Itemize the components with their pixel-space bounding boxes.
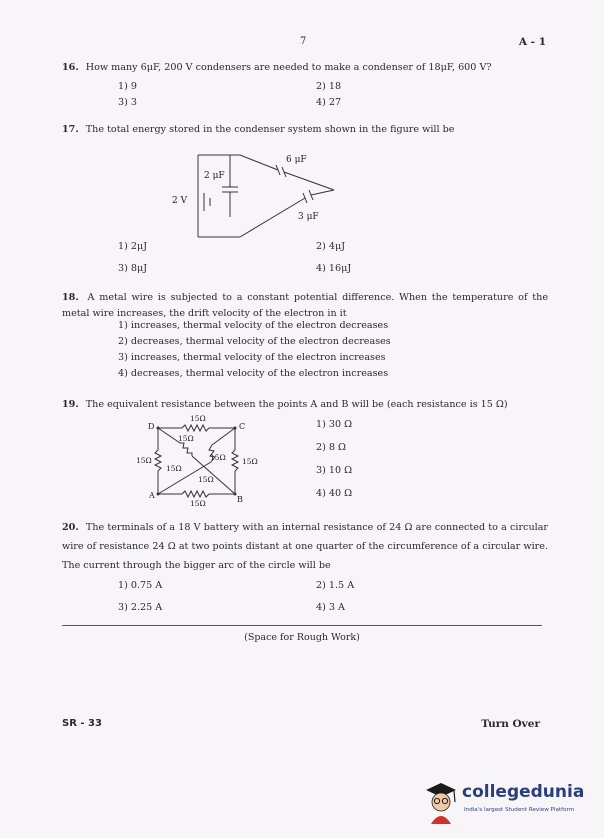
c1-label: 2 μF	[204, 171, 225, 181]
node-c-label: C	[239, 422, 246, 431]
battery-label: 2 V	[172, 196, 188, 206]
footer-code: SR - 33	[62, 718, 102, 729]
option[interactable]: 1) 9	[118, 81, 138, 92]
question-text: The equivalent resistance between the points A and B will be (each resistance is 15 Ω)	[85, 399, 508, 410]
rough-work-label: (Space for Rough Work)	[244, 632, 360, 643]
option[interactable]: 3) 8μJ	[118, 263, 148, 274]
resistor-network-figure	[130, 410, 270, 510]
option[interactable]: 2) decreases, thermal velocity of the electron decreases	[118, 336, 391, 347]
question-number: 17.	[62, 124, 79, 135]
question-text: The total energy stored in the condenser system shown in the figure will be	[85, 124, 455, 135]
c3-label: 3 μF	[298, 212, 319, 222]
option[interactable]: 4) decreases, thermal velocity of the electron increases	[118, 368, 389, 379]
option[interactable]: 3) 3	[118, 97, 138, 108]
turn-over-label: Turn Over	[481, 718, 540, 730]
option[interactable]: 2) 1.5 A	[316, 580, 355, 591]
question-text: The terminals of a 18 V battery with an internal resistance of 24 Ω are connected to a circular wire of resistance 24 Ω at two points distant at one quarter of the circumference of a circular wire. The current through the bigger arc of the circle will be	[62, 522, 549, 571]
page-number: 7	[300, 36, 307, 47]
c2-label: 6 μF	[286, 155, 307, 165]
question-number: 20.	[62, 522, 79, 533]
paper-code: A - 1	[518, 36, 546, 48]
rough-work-divider	[62, 625, 542, 626]
resistor-label: 15Ω	[242, 457, 258, 466]
question-16	[62, 60, 548, 76]
resistor-label: 15Ω	[136, 456, 152, 465]
student-mascot-icon	[422, 778, 460, 826]
option[interactable]: 3) increases, thermal velocity of the electron increases	[118, 352, 386, 363]
logo-tagline: India's largest Student Review Platform	[464, 807, 575, 813]
resistor-label: 15Ω	[198, 475, 214, 484]
question-text: How many 6μF, 200 V condensers are needed to make a condenser of 18μF, 600 V?	[85, 62, 492, 73]
option[interactable]: 1) 30 Ω	[316, 419, 353, 430]
option[interactable]: 1) increases, thermal velocity of the electron decreases	[118, 320, 389, 331]
option[interactable]: 1) 2μJ	[118, 241, 148, 252]
resistor-label: 15Ω	[166, 464, 182, 473]
capacitor-circuit-figure	[160, 145, 360, 245]
option[interactable]: 4) 27	[316, 97, 342, 108]
question-text: A metal wire is subjected to a constant potential difference. When the temperature of the metal wire increases, the drift velocity of the electron in it	[62, 292, 549, 319]
option[interactable]: 4) 3 A	[316, 602, 345, 613]
node-b-label: B	[237, 495, 243, 504]
collegedunia-logo	[422, 778, 592, 828]
node-d-label: D	[148, 422, 155, 431]
option[interactable]: 4) 40 Ω	[316, 488, 353, 499]
resistor-label: 15Ω	[178, 434, 194, 443]
resistor-label: 15Ω	[210, 453, 226, 462]
node-a-label: A	[149, 491, 155, 500]
option[interactable]: 4) 16μJ	[316, 263, 352, 274]
option[interactable]: 2) 4μJ	[316, 241, 346, 252]
question-number: 19.	[62, 399, 79, 410]
question-18	[62, 290, 548, 321]
option[interactable]: 1) 0.75 A	[118, 580, 163, 591]
resistor-label: 15Ω	[190, 414, 206, 423]
question-20	[62, 518, 548, 575]
option[interactable]: 2) 18	[316, 81, 342, 92]
logo-name: collegedunia	[462, 782, 585, 802]
option[interactable]: 3) 2.25 A	[118, 602, 163, 613]
question-number: 18.	[62, 292, 79, 303]
option[interactable]: 2) 8 Ω	[316, 442, 347, 453]
resistor-label: 15Ω	[190, 499, 206, 508]
question-17	[62, 122, 548, 138]
option[interactable]: 3) 10 Ω	[316, 465, 353, 476]
question-number: 16.	[62, 62, 79, 73]
